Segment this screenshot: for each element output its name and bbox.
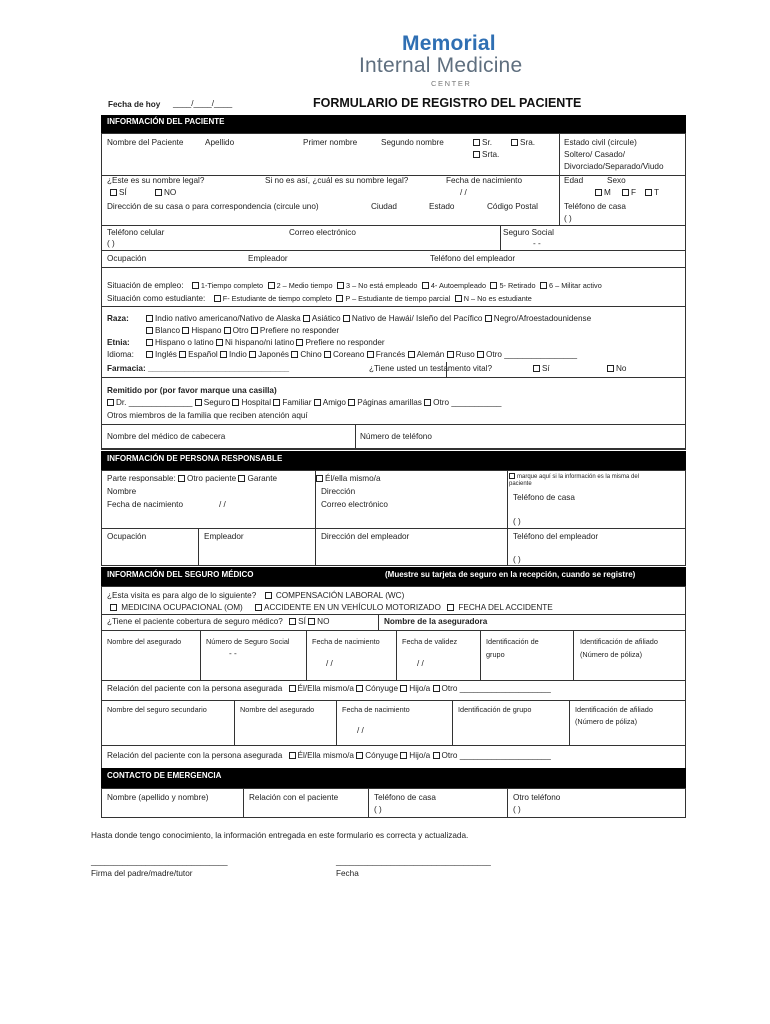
race-opt[interactable]: Otro bbox=[224, 326, 249, 335]
ethnicity-opt[interactable]: Ni hispano/ni latino bbox=[216, 338, 294, 347]
same-as-patient-checkbox[interactable]: marque aquí si la información es la misma del bbox=[509, 473, 639, 480]
language-opt[interactable]: Francés bbox=[367, 350, 406, 359]
emergency-other-phone-label: Otro teléfono bbox=[513, 793, 561, 802]
insured-name-2-label: Nombre del asegurado bbox=[240, 705, 315, 714]
certification-statement: Hasta donde tengo conocimiento, la información entregada en este formulario es correcta y actualizada. bbox=[91, 831, 469, 840]
responsible-self-checkbox[interactable]: Él/ella mismo/a bbox=[316, 474, 381, 483]
responsible-address-label: Dirección bbox=[321, 487, 356, 496]
race-opt[interactable]: Prefiere no responder bbox=[251, 326, 339, 335]
responsible-home-phone-field[interactable]: ( ) bbox=[513, 517, 521, 526]
responsible-home-phone-label: Teléfono de casa bbox=[513, 493, 575, 502]
patient-name-label: Nombre del Paciente bbox=[107, 138, 184, 147]
ssn-field[interactable]: - - bbox=[533, 239, 541, 248]
insured-dob-2-label: Fecha de nacimiento bbox=[342, 705, 410, 714]
pcp-phone-label: Número de teléfono bbox=[360, 432, 432, 441]
language-opt[interactable]: Inglés bbox=[146, 350, 177, 359]
rel-spouse-checkbox[interactable]: Cónyuge bbox=[356, 684, 398, 693]
language-opt[interactable]: Otro ________________ bbox=[477, 350, 577, 359]
state-label: Estado bbox=[429, 202, 455, 211]
home-phone-label: Teléfono de casa bbox=[564, 202, 626, 211]
section-bar-emergency: CONTACTO DE EMERGENCIA bbox=[101, 768, 686, 788]
responsible-dob-label: Fecha de nacimiento bbox=[107, 500, 184, 509]
language-opt[interactable]: Ruso bbox=[447, 350, 475, 359]
visit-question: ¿Esta visita es para algo de lo siguiente? COMPENSACIÓN LABORAL (WC) bbox=[107, 591, 405, 600]
om-checkbox[interactable]: MEDICINA OCUPACIONAL (OM) bbox=[110, 603, 243, 612]
emergency-name-label: Nombre (apellido y nombre) bbox=[107, 793, 209, 802]
responsible-dob-field[interactable]: / / bbox=[219, 500, 226, 509]
employment-opt[interactable]: 4- Autoempleado bbox=[422, 281, 486, 290]
section-bar-responsible: INFORMACIÓN DE PERSONA RESPONSABLE bbox=[101, 451, 686, 470]
employment-opt[interactable]: 1-Tiempo completo bbox=[192, 281, 263, 290]
rel-self-2-checkbox[interactable]: Él/Ella mismo/a bbox=[289, 751, 354, 760]
section-bar-patient: INFORMACIÓN DEL PACIENTE bbox=[101, 115, 686, 133]
employment-opt[interactable]: 6 – Militar activo bbox=[540, 281, 602, 290]
referred-opt[interactable]: Seguro bbox=[195, 398, 230, 407]
legal-name-yes-checkbox[interactable]: SÍ bbox=[110, 188, 127, 197]
rel-self-checkbox[interactable]: Él/Ella mismo/a bbox=[289, 684, 354, 693]
race-opt[interactable]: Indio nativo americano/Nativo de Alaska bbox=[146, 314, 301, 323]
logo-memorial: Memorial bbox=[402, 32, 496, 55]
mva-checkbox[interactable]: ACCIDENTE EN UN VEHÍCULO MOTORIZADO bbox=[255, 603, 441, 612]
student-opt[interactable]: F- Estudiante de tiempo completo bbox=[214, 294, 332, 303]
legal-name-no-checkbox[interactable]: NO bbox=[155, 188, 176, 197]
ssn-label: Seguro Social bbox=[503, 228, 554, 237]
same-as-patient-note: paciente bbox=[509, 481, 532, 487]
rel-child-2-checkbox[interactable]: Hijo/a bbox=[400, 751, 430, 760]
responsible-section-frame bbox=[101, 470, 686, 566]
ethnicity-opt[interactable]: Hispano o latino bbox=[146, 338, 214, 347]
referred-opt[interactable]: Otro ___________ bbox=[424, 398, 501, 407]
employment-row: Situación de empleo: 1-Tiempo completo 2 – Medio tiempo 3 – No está empleado 4- Autoempleado 5- Retirado 6 – Militar activo bbox=[107, 281, 602, 290]
responsible-employer-phone-field[interactable]: ( ) bbox=[513, 555, 521, 564]
insured-ssn-field[interactable]: - - bbox=[229, 649, 237, 658]
sex-label: Sexo bbox=[607, 176, 626, 185]
title-sra-checkbox[interactable]: Sra. bbox=[511, 138, 535, 147]
cell-phone-field[interactable]: ( ) bbox=[107, 239, 115, 248]
race-row-2 bbox=[146, 326, 339, 335]
coverage-question: ¿Tiene el paciente cobertura de seguro médico? SÍ NO bbox=[107, 617, 330, 626]
student-opt[interactable]: P – Estudiante de tiempo parcial bbox=[336, 294, 450, 303]
race-opt[interactable]: Asiático bbox=[303, 314, 341, 323]
member-id-2-label: Identificación de afiliado bbox=[575, 705, 653, 714]
referred-by-label: Remitido por (por favor marque una casilla) bbox=[107, 386, 277, 395]
dob-label: Fecha de nacimiento bbox=[446, 176, 523, 185]
legal-name-alt-label: Si no es así, ¿cuál es su nombre legal? bbox=[265, 176, 409, 185]
insurance-card-note: (Muestre su tarjeta de seguro en la recepción, cuando se registre) bbox=[385, 570, 636, 579]
logo-internal-medicine: Internal Medicine bbox=[359, 54, 523, 77]
member-id-label: Identificación de afiliado bbox=[580, 637, 658, 646]
emergency-relation-label: Relación con el paciente bbox=[249, 793, 339, 802]
signature-line[interactable]: ______________________________ bbox=[91, 857, 228, 866]
employer-phone-label: Teléfono del empleador bbox=[430, 254, 516, 263]
insurer-name-label: Nombre de la aseguradora bbox=[384, 617, 488, 626]
first-name-label: Primer nombre bbox=[303, 138, 358, 147]
marital-options-1[interactable]: Soltero/ Casado/ bbox=[564, 150, 625, 159]
ethnicity-opt[interactable]: Prefiere no responder bbox=[296, 338, 384, 347]
marital-options-2[interactable]: Divorciado/Separado/Viudo bbox=[564, 162, 664, 171]
employment-opt[interactable]: 2 – Medio tiempo bbox=[268, 281, 333, 290]
race-opt[interactable]: Hispano bbox=[182, 326, 221, 335]
signature-date-line[interactable]: __________________________________ bbox=[336, 857, 491, 866]
secondary-insurance-label: Nombre del seguro secundario bbox=[107, 705, 207, 714]
rel-child-checkbox[interactable]: Hijo/a bbox=[400, 684, 430, 693]
language-label: Idioma: bbox=[107, 350, 134, 359]
signature-date-label: Fecha bbox=[336, 869, 359, 878]
insured-dob-2-field[interactable]: / / bbox=[357, 726, 364, 735]
insured-dob-label: Fecha de nacimiento bbox=[312, 637, 380, 646]
legal-name-question: ¿Este es su nombre legal? bbox=[107, 176, 205, 185]
coverage-yes-checkbox[interactable]: SÍ bbox=[289, 617, 306, 626]
language-opt[interactable]: Coreano bbox=[324, 350, 364, 359]
rel-spouse-2-checkbox[interactable]: Cónyuge bbox=[356, 751, 398, 760]
logo-center: CENTER bbox=[431, 79, 472, 88]
city-label: Ciudad bbox=[371, 202, 397, 211]
coverage-no-checkbox[interactable]: NO bbox=[308, 617, 329, 626]
occupation-label: Ocupación bbox=[107, 254, 147, 263]
emergency-other-phone-field[interactable]: ( ) bbox=[513, 805, 521, 814]
insured-name-label: Nombre del asegurado bbox=[107, 637, 182, 646]
insured-dob-field[interactable]: / / bbox=[326, 659, 333, 668]
title-sr-checkbox[interactable]: Sr. bbox=[473, 138, 492, 147]
visit-row-2 bbox=[110, 603, 553, 612]
marital-status-label: Estado civil (circule) bbox=[564, 138, 637, 147]
home-phone-field[interactable]: ( ) bbox=[564, 214, 572, 223]
signature-label: Firma del padre/madre/tutor bbox=[91, 869, 193, 878]
ethnicity-label: Etnia: bbox=[107, 338, 130, 347]
race-row-1 bbox=[146, 314, 591, 323]
rel-other-checkbox[interactable]: Otro ____________________ bbox=[433, 684, 551, 693]
living-will-question: ¿Tiene usted un testamento vital? bbox=[369, 364, 493, 373]
language-opt[interactable]: Japonés bbox=[249, 350, 289, 359]
employment-opt[interactable]: 3 – No está empleado bbox=[337, 281, 417, 290]
section-bar-insurance: INFORMACIÓN DEL SEGURO MÉDICO (Muestre su tarjeta de seguro en la recepción, cuando se registre) bbox=[101, 567, 686, 586]
relation-row: Relación del paciente con la persona asegurada Él/Ella mismo/a Cónyuge Hijo/a Otro ____________________ bbox=[107, 684, 551, 693]
living-will-yes-checkbox[interactable]: Sí bbox=[533, 364, 550, 373]
pharmacy-field[interactable]: Farmacia: _______________________________ bbox=[107, 364, 290, 373]
cell-phone-label: Teléfono celular bbox=[107, 228, 165, 237]
referred-row bbox=[107, 398, 501, 407]
referred-opt[interactable]: Hospital bbox=[232, 398, 271, 407]
family-members-label: Otros miembros de la familia que reciben atención aquí bbox=[107, 411, 308, 420]
race-opt[interactable]: Blanco bbox=[146, 326, 180, 335]
validity-date-label: Fecha de validez bbox=[402, 637, 458, 646]
race-opt[interactable]: Negro/Afroestadounidense bbox=[485, 314, 591, 323]
group-id-2-label: Identificación de grupo bbox=[458, 705, 532, 714]
group-id-label: Identificación de bbox=[486, 637, 539, 646]
emergency-home-phone-field[interactable]: ( ) bbox=[374, 805, 382, 814]
validity-date-field[interactable]: / / bbox=[417, 659, 424, 668]
referred-opt[interactable]: Familiar bbox=[273, 398, 311, 407]
responsible-guarantor-checkbox[interactable]: Garante bbox=[238, 474, 277, 483]
relation-row-2: Relación del paciente con la persona asegurada Él/Ella mismo/a Cónyuge Hijo/a Otro ____________________ bbox=[107, 751, 551, 760]
dob-field[interactable]: / / bbox=[460, 188, 467, 197]
address-label: Dirección de su casa o para correspondencia (circule uno) bbox=[107, 202, 319, 211]
emergency-home-phone-label: Teléfono de casa bbox=[374, 793, 436, 802]
responsible-employer-address-label: Dirección del empleador bbox=[321, 532, 410, 541]
sex-m-checkbox[interactable]: M bbox=[595, 188, 611, 197]
responsible-email-label: Correo electrónico bbox=[321, 500, 388, 509]
date-field[interactable]: ____/____/____ bbox=[173, 99, 233, 108]
sex-f-checkbox[interactable]: F bbox=[622, 188, 636, 197]
responsible-party-label: Parte responsable: Otro paciente Garante bbox=[107, 474, 278, 483]
referred-opt[interactable]: Amigo bbox=[314, 398, 346, 407]
age-label: Edad bbox=[564, 176, 584, 185]
responsible-occupation-label: Ocupación bbox=[107, 532, 147, 541]
wc-checkbox[interactable]: COMPENSACIÓN LABORAL (WC) bbox=[265, 591, 405, 600]
zip-label: Código Postal bbox=[487, 202, 538, 211]
pcp-label: Nombre del médico de cabecera bbox=[107, 432, 226, 441]
responsible-name-label: Nombre bbox=[107, 487, 137, 496]
rel-other-2-checkbox[interactable]: Otro ____________________ bbox=[433, 751, 551, 760]
language-opt[interactable]: Indio bbox=[220, 350, 247, 359]
employment-opt[interactable]: 5- Retirado bbox=[490, 281, 535, 290]
responsible-employer-label: Empleador bbox=[204, 532, 244, 541]
group-label: grupo bbox=[486, 650, 505, 659]
accident-date-checkbox[interactable]: FECHA DEL ACCIDENTE bbox=[447, 603, 553, 612]
living-will-no-checkbox[interactable]: No bbox=[607, 364, 626, 373]
student-row: Situación como estudiante: F- Estudiante de tiempo completo P – Estudiante de tiempo parcial N – No es estudiante bbox=[107, 294, 532, 303]
email-label: Correo electrónico bbox=[289, 228, 356, 237]
middle-name-label: Segundo nombre bbox=[381, 138, 444, 147]
race-label: Raza: bbox=[107, 314, 129, 323]
language-opt[interactable]: Alemán bbox=[408, 350, 445, 359]
sex-t-checkbox[interactable]: T bbox=[645, 188, 659, 197]
surname-label: Apellido bbox=[205, 138, 235, 147]
language-row bbox=[146, 350, 577, 359]
title-srta-checkbox[interactable]: Srta. bbox=[473, 150, 499, 159]
page-title: FORMULARIO DE REGISTRO DEL PACIENTE bbox=[313, 96, 582, 110]
student-opt[interactable]: N – No es estudiante bbox=[455, 294, 532, 303]
responsible-other-checkbox[interactable]: Otro paciente bbox=[178, 474, 236, 483]
referred-opt[interactable]: Páginas amarillas bbox=[348, 398, 422, 407]
insured-ssn-label: Número de Seguro Social bbox=[206, 637, 290, 646]
language-opt[interactable]: Español bbox=[179, 350, 218, 359]
date-label: Fecha de hoy bbox=[108, 100, 161, 109]
policy-number-label: (Número de póliza) bbox=[580, 650, 643, 659]
referred-opt[interactable]: Dr. ______________ bbox=[107, 398, 193, 407]
ethnicity-row bbox=[146, 338, 385, 347]
race-opt[interactable]: Nativo de Hawái/ Isleño del Pacífico bbox=[343, 314, 483, 323]
responsible-employer-phone-label: Teléfono del empleador bbox=[513, 532, 599, 541]
employer-label: Empleador bbox=[248, 254, 288, 263]
language-opt[interactable]: Chino bbox=[291, 350, 321, 359]
policy-number-2-label: (Número de póliza) bbox=[575, 717, 638, 726]
